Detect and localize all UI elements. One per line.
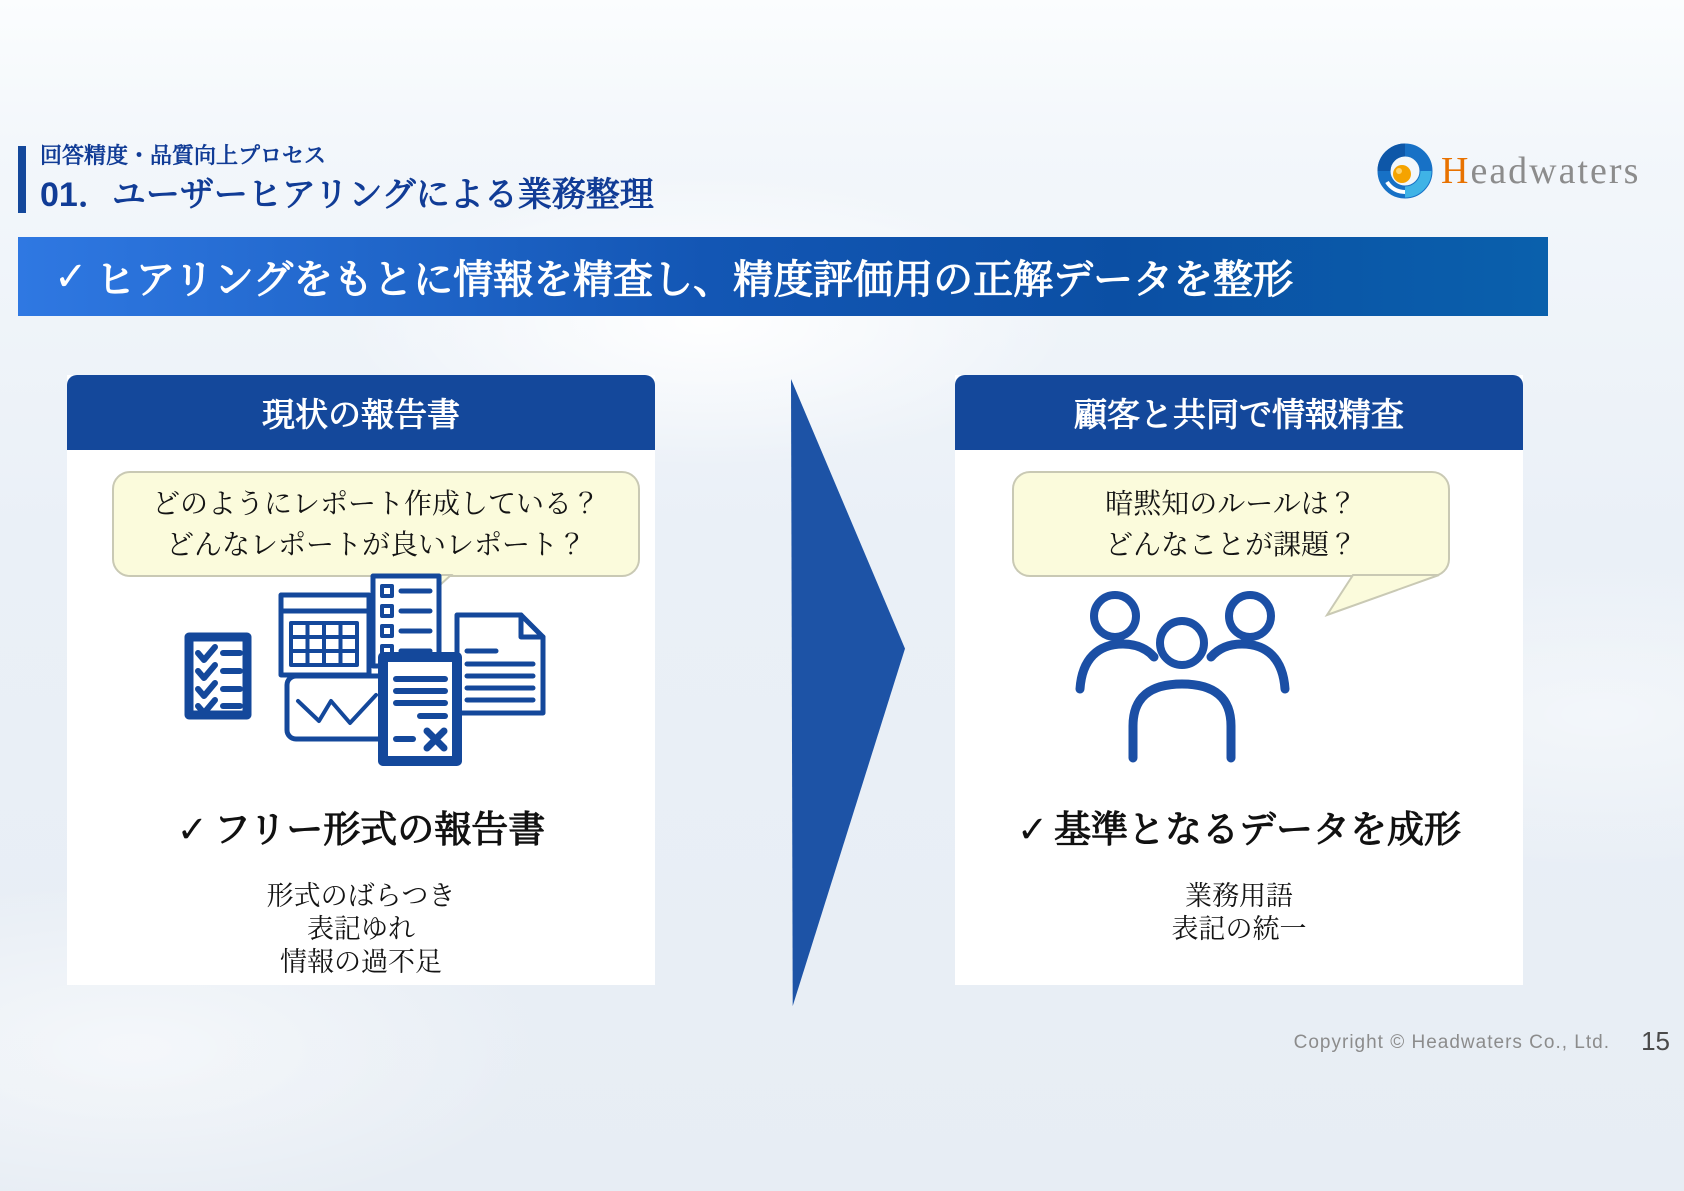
- header-eyebrow: 回答精度・品質向上プロセス: [40, 143, 327, 168]
- checklist-icon: [189, 637, 247, 715]
- logo-wordmark: [1441, 149, 1640, 193]
- right-panel-summary: [955, 799, 1523, 853]
- rejected-report-icon: [383, 657, 457, 761]
- report-icons-cluster: [180, 573, 550, 771]
- page-number: 15: [1641, 1026, 1670, 1056]
- left-panel-notes: [67, 880, 655, 979]
- people-group-icon: [1075, 585, 1290, 763]
- note-line: 表記の統一: [1171, 914, 1307, 944]
- document-icon: [457, 615, 543, 713]
- title-accent-bar: [18, 146, 26, 213]
- chart-tablet-icon: [287, 676, 387, 739]
- left-panel-header: 現状の報告書: [67, 375, 655, 450]
- check-icon: ✓: [1016, 809, 1048, 850]
- headwaters-swirl-icon: [1375, 141, 1435, 201]
- right-summary-text: 基準となるデータを成形: [1054, 809, 1461, 850]
- flow-arrow-icon: [791, 379, 905, 1006]
- check-icon: ✓: [176, 809, 208, 850]
- headwaters-logo: [1375, 141, 1640, 201]
- right-panel-header: 顧客と共同で情報精査: [955, 375, 1523, 450]
- left-speech-bubble: [112, 471, 640, 577]
- left-summary-text: フリー形式の報告書: [213, 809, 546, 850]
- note-line: 情報の過不足: [280, 947, 442, 977]
- logo-letter-h: H: [1441, 150, 1471, 192]
- logo-letters-rest: eadwaters: [1470, 150, 1641, 192]
- spreadsheet-icon: [281, 595, 369, 675]
- right-bubble-tail-icon: [1323, 574, 1443, 618]
- note-line: 表記ゆれ: [307, 914, 415, 944]
- note-line: 形式のばらつき: [266, 881, 456, 911]
- customer-review-panel: [955, 375, 1523, 985]
- note-line: 業務用語: [1185, 881, 1293, 911]
- right-speech-bubble: [1012, 471, 1450, 577]
- bubble-line: どんなことが課題？: [1104, 529, 1357, 560]
- bubble-line: どんなレポートが良いレポート？: [165, 529, 586, 560]
- key-message-text: ヒアリングをもとに情報を精査し、精度評価用の正解データを整形: [95, 258, 1294, 302]
- bubble-line: 暗黙知のルールは？: [1105, 488, 1357, 519]
- page-title: 01．ユーザーヒアリングによる業務整理: [40, 176, 654, 214]
- check-icon: ✓: [54, 254, 88, 299]
- right-panel-notes: [955, 880, 1523, 946]
- current-report-panel: [67, 375, 655, 985]
- copyright-text: Copyright © Headwaters Co., Ltd.: [1293, 1032, 1610, 1053]
- key-message-banner: [18, 237, 1548, 316]
- bubble-line: どのようにレポート作成している？: [151, 488, 600, 519]
- left-panel-summary: [67, 799, 655, 853]
